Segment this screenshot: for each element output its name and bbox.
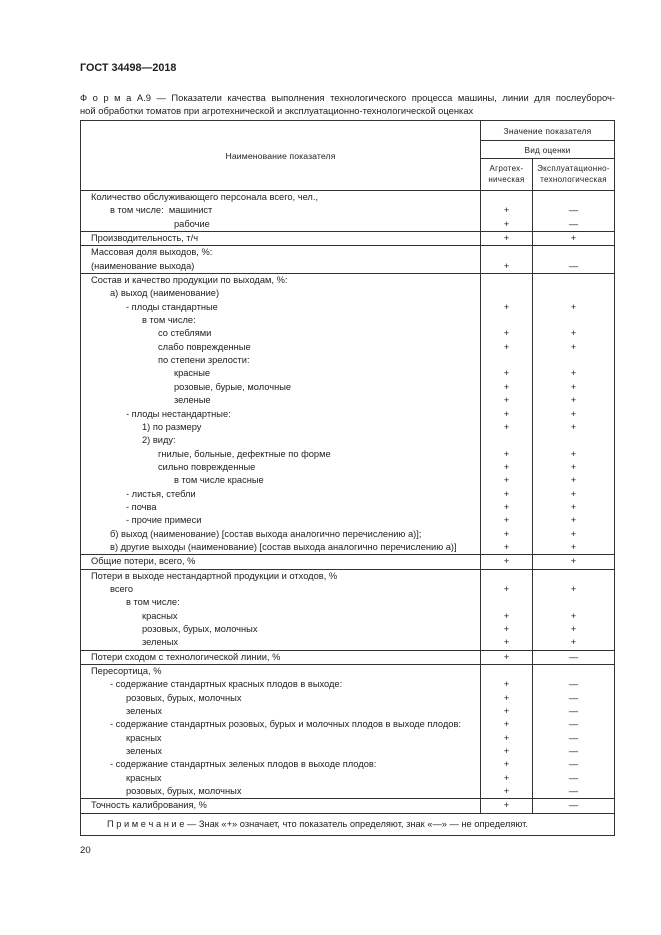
table-group [81, 245, 614, 273]
page-number: 20 [80, 845, 91, 856]
table-row [81, 301, 614, 314]
agrotechnical-value: + [481, 799, 533, 812]
operational-technological-value: — [568, 218, 579, 229]
agrotechnical-value: + [481, 327, 533, 340]
operational-technological-value [533, 434, 614, 447]
operational-technological-value: + [570, 408, 577, 419]
agrotechnical-value [481, 434, 533, 447]
table-row [81, 394, 614, 407]
operational-technological-value: + [570, 421, 577, 432]
indicator-name: рабочие [81, 218, 481, 231]
agrotechnical-value [481, 596, 533, 609]
indicator-name: розовые, бурые, молочные [81, 381, 481, 394]
indicator-name: - листья, стебли [81, 488, 481, 501]
agrotechnical-value: + [481, 260, 533, 273]
operational-technological-value: — [568, 732, 579, 743]
indicator-name: по степени зрелости: [81, 354, 481, 367]
table-row [81, 474, 614, 487]
agrotechnical-value: + [481, 381, 533, 394]
agrotechnical-value: + [481, 232, 533, 245]
indicator-name: 1) по размеру [81, 421, 481, 434]
indicator-name: со стеблями [81, 327, 481, 340]
agrotechnical-value: + [481, 745, 533, 758]
indicator-name: 2) виду: [81, 434, 481, 447]
operational-technological-value [533, 596, 614, 609]
indicator-name: всего [81, 583, 481, 596]
operational-technological-value: + [570, 341, 577, 352]
agrotechnical-value: + [481, 301, 533, 314]
indicator-name: в том числе: [81, 596, 481, 609]
indicator-name: (наименование выхода) [81, 260, 481, 273]
table-row [81, 758, 614, 771]
table-row [81, 354, 614, 367]
indicator-name: - плоды стандартные [81, 301, 481, 314]
table-row [81, 408, 614, 421]
agrotechnical-value [481, 665, 533, 678]
operational-technological-value: — [568, 772, 579, 783]
operational-technological-value: + [570, 381, 577, 392]
operational-technological-value: + [570, 395, 577, 406]
table-row [81, 570, 614, 583]
table-header [81, 121, 614, 190]
operational-technological-value: + [570, 461, 577, 472]
header-value: Значение показателя [481, 121, 614, 141]
agrotechnical-value [481, 354, 533, 367]
indicator-name: в том числе: [81, 314, 481, 327]
agrotechnical-value [481, 191, 533, 204]
table-row [81, 785, 614, 798]
indicator-name: - плоды нестандартные: [81, 408, 481, 421]
indicator-name: зеленых [81, 745, 481, 758]
agrotechnical-value: + [481, 541, 533, 554]
agrotechnical-value: + [481, 408, 533, 421]
operational-technological-value: + [570, 624, 577, 634]
table-row [81, 692, 614, 705]
indicator-name: - прочие примеси [81, 514, 481, 527]
indicator-name: красных [81, 772, 481, 785]
header-agrotechnical-line: ническая [488, 174, 525, 184]
header-operational-technological-line: Эксплуатационно- [537, 164, 610, 173]
operational-technological-value: + [570, 501, 577, 512]
indicator-name: гнилые, больные, дефектные по форме [81, 448, 481, 461]
agrotechnical-value: + [481, 610, 533, 623]
agrotechnical-value: + [481, 474, 533, 487]
operational-technological-value [533, 354, 614, 367]
agrotechnical-value: + [481, 692, 533, 705]
agrotechnical-value: + [481, 758, 533, 771]
operational-technological-value: + [570, 541, 577, 552]
header-assessment-kind: Вид оценки [481, 141, 614, 159]
agrotechnical-value: + [481, 718, 533, 731]
table-group [81, 231, 614, 245]
agrotechnical-value: + [481, 514, 533, 527]
table-row [81, 434, 614, 447]
table-row [81, 651, 614, 664]
agrotechnical-value: + [481, 732, 533, 745]
operational-technological-value [533, 191, 614, 204]
indicator-name: Потери сходом с технологической линии, % [81, 651, 481, 664]
agrotechnical-value [481, 570, 533, 583]
indicator-name: - содержание стандартных розовых, бурых и молочных плодов в выходе плодов: [81, 718, 481, 731]
header-agrotechnical [481, 159, 533, 190]
indicator-name: в том числе: машинист [81, 204, 481, 217]
table-row [81, 745, 614, 758]
operational-technological-value: + [570, 528, 577, 539]
table-row [81, 218, 614, 231]
table-row [81, 772, 614, 785]
agrotechnical-value [481, 274, 533, 287]
operational-technological-value: — [568, 692, 579, 703]
table-row [81, 204, 614, 217]
table-row [81, 732, 614, 745]
agrotechnical-value: + [481, 421, 533, 434]
header-operational-technological [533, 159, 614, 190]
table-row [81, 287, 614, 300]
operational-technological-value: + [570, 475, 577, 486]
indicator-name: Массовая доля выходов, %: [81, 246, 481, 259]
indicator-name: красных [81, 610, 481, 623]
table-group [81, 569, 614, 650]
form-caption-line1: Ф о р м а А.9 — Показатели качества выполнения технологического процесса машины, линии для послеубороч- [80, 92, 615, 103]
agrotechnical-value: + [481, 367, 533, 380]
table-row [81, 501, 614, 514]
indicator-name: красных [81, 732, 481, 745]
table-row [81, 191, 614, 204]
agrotechnical-value: + [481, 678, 533, 691]
table-row [81, 528, 614, 541]
operational-technological-value [533, 287, 614, 300]
agrotechnical-value [481, 246, 533, 259]
agrotechnical-value: + [481, 705, 533, 718]
table-row [81, 514, 614, 527]
table-row [81, 367, 614, 380]
indicator-name: сильно поврежденные [81, 461, 481, 474]
agrotechnical-value: + [481, 528, 533, 541]
table-row [81, 623, 614, 636]
indicator-name: а) выход (наименование) [81, 287, 481, 300]
indicator-name: зеленые [81, 394, 481, 407]
form-caption-line2: ной обработки томатов при агротехнической и эксплуатационно-технологической оценках [80, 105, 474, 116]
table-row [81, 341, 614, 354]
agrotechnical-value: + [481, 218, 533, 231]
agrotechnical-value: + [481, 636, 533, 649]
table-row [81, 718, 614, 731]
table-row [81, 488, 614, 501]
table-row [81, 461, 614, 474]
table-group [81, 664, 614, 798]
table-row [81, 636, 614, 649]
indicator-name: зеленых [81, 636, 481, 649]
indicator-name: - содержание стандартных зеленых плодов в выходе плодов: [81, 758, 481, 771]
operational-technological-value: + [570, 448, 577, 459]
indicator-name: б) выход (наименование) [состав выхода аналогично перечислению а)]; [81, 528, 481, 541]
operational-technological-value: — [568, 719, 579, 730]
table-note: П р и м е ч а н и е — Знак «+» означает, что показатель определяют, знак «—» — не определяют. [81, 813, 614, 835]
indicator-name: Производительность, т/ч [81, 232, 481, 245]
agrotechnical-value: + [481, 394, 533, 407]
table-row [81, 314, 614, 327]
operational-technological-value: — [568, 679, 579, 690]
form-caption [80, 91, 615, 117]
table-row [81, 665, 614, 678]
table-row [81, 583, 614, 596]
indicator-name: слабо поврежденные [81, 341, 481, 354]
agrotechnical-value: + [481, 623, 533, 636]
header-values-block [481, 121, 614, 190]
indicator-name: в) другие выходы (наименование) [состав выхода аналогично перечислению а)] [81, 541, 481, 554]
table-row [81, 421, 614, 434]
table-body [81, 190, 614, 813]
agrotechnical-value: + [481, 785, 533, 798]
operational-technological-value: + [570, 637, 577, 648]
table-row [81, 555, 614, 568]
agrotechnical-value: + [481, 772, 533, 785]
table-row [81, 448, 614, 461]
indicator-name: красные [81, 367, 481, 380]
agrotechnical-value [481, 314, 533, 327]
operational-technological-value: + [570, 556, 577, 567]
table-row [81, 381, 614, 394]
agrotechnical-value: + [481, 583, 533, 596]
indicators-table [80, 120, 615, 836]
operational-technological-value [533, 665, 614, 678]
agrotechnical-value: + [481, 341, 533, 354]
indicator-name: зеленых [81, 705, 481, 718]
table-group [81, 273, 614, 554]
operational-technological-value: — [568, 205, 579, 216]
agrotechnical-value: + [481, 204, 533, 217]
header-operational-technological-line: технологическая [540, 174, 607, 184]
operational-technological-value: — [568, 706, 579, 717]
table-row [81, 246, 614, 259]
indicator-name: - почва [81, 501, 481, 514]
agrotechnical-value: + [481, 555, 533, 568]
table-row [81, 610, 614, 623]
table-row [81, 327, 614, 340]
operational-technological-value: + [570, 301, 577, 312]
table-group [81, 554, 614, 568]
indicator-name: - содержание стандартных красных плодов в выходе: [81, 678, 481, 691]
agrotechnical-value: + [481, 448, 533, 461]
operational-technological-value: — [568, 651, 579, 662]
operational-technological-value [533, 314, 614, 327]
operational-technological-value: + [570, 328, 577, 339]
operational-technological-value [533, 570, 614, 583]
indicator-name: Общие потери, всего, % [81, 555, 481, 568]
operational-technological-value: — [568, 800, 579, 811]
indicator-name: Потери в выходе нестандартной продукции и отходов, % [81, 570, 481, 583]
document-id: ГОСТ 34498—2018 [80, 62, 177, 74]
agrotechnical-value [481, 287, 533, 300]
agrotechnical-value: + [481, 488, 533, 501]
operational-technological-value: + [570, 583, 577, 594]
indicator-name: розовых, бурых, молочных [81, 623, 481, 636]
operational-technological-value: — [568, 260, 579, 271]
operational-technological-value: + [570, 488, 577, 499]
operational-technological-value [533, 246, 614, 259]
header-indicator-name: Наименование показателя [81, 121, 481, 190]
table-row [81, 596, 614, 609]
indicator-name: розовых, бурых, молочных [81, 785, 481, 798]
table-group [81, 190, 614, 231]
table-row [81, 678, 614, 691]
indicator-name: розовых, бурых, молочных [81, 692, 481, 705]
table-row [81, 541, 614, 554]
header-agrotechnical-line: Агротех- [489, 164, 524, 173]
operational-technological-value [533, 274, 614, 287]
agrotechnical-value: + [481, 501, 533, 514]
operational-technological-value: — [568, 746, 579, 757]
table-row [81, 705, 614, 718]
operational-technological-value: + [570, 610, 577, 621]
table-group [81, 650, 614, 664]
indicator-name: Количество обслуживающего персонала всего, чел., [81, 191, 481, 204]
table-group [81, 798, 614, 812]
indicator-name: в том числе красные [81, 474, 481, 487]
agrotechnical-value: + [481, 651, 533, 664]
table-row [81, 232, 614, 245]
table-row [81, 274, 614, 287]
table-row [81, 799, 614, 812]
operational-technological-value: + [570, 515, 577, 526]
indicator-name: Состав и качество продукции по выходам, %: [81, 274, 481, 287]
operational-technological-value: — [568, 759, 579, 770]
table-row [81, 260, 614, 273]
header-assessment-types [481, 159, 614, 190]
operational-technological-value: + [570, 233, 577, 244]
agrotechnical-value: + [481, 461, 533, 474]
operational-technological-value: + [570, 368, 577, 379]
indicator-name: Точность калибрования, % [81, 799, 481, 812]
indicator-name: Пересортица, % [81, 665, 481, 678]
operational-technological-value: — [568, 786, 579, 797]
